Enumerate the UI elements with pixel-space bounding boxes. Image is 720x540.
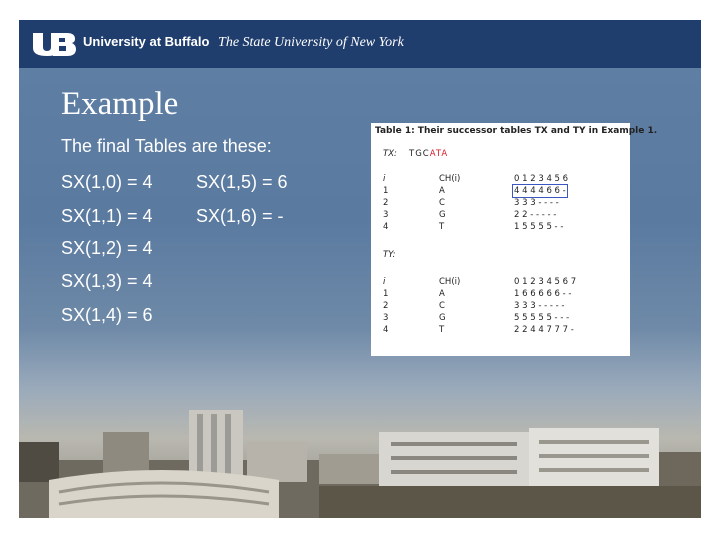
intro-text: The final Tables are these: [61, 136, 272, 156]
tx-row-index: 2 [383, 198, 389, 208]
table-caption: Table 1: Their successor tables TX and TY in Example 1. [375, 126, 658, 136]
sx-value: SX(1,6) = - [196, 206, 284, 226]
tx-row-char: A [439, 186, 445, 196]
ty-row-values: 5 5 5 5 5 - - - [514, 313, 570, 323]
sx-value: SX(1,2) = 4 [61, 238, 153, 258]
tx-row-values: 1 5 5 5 5 - - [514, 222, 564, 232]
ty-row-index: 2 [383, 301, 389, 311]
university-wordmark [83, 34, 404, 51]
tx-row-values: 2 2 - - - - - [514, 210, 557, 220]
ub-logo-icon [31, 31, 77, 57]
tx-row-values-highlighted: 4 4 4 4 6 6 - [514, 186, 566, 196]
ty-row-values: 3 3 3 - - - - - [514, 301, 565, 311]
tx-row-index: 1 [383, 186, 389, 196]
tx-row-char: G [439, 210, 446, 220]
ty-row-char: T [439, 325, 445, 335]
ty-row-values: 1 6 6 6 6 6 - - [514, 289, 572, 299]
successor-table-image [371, 123, 658, 356]
tx-row-index: 3 [383, 210, 389, 220]
tx-row-char: C [439, 198, 445, 208]
ty-row-values: 2 2 4 4 7 7 7 - [514, 325, 574, 335]
ty-row-char: G [439, 313, 446, 323]
tx-label: TX: [383, 149, 397, 159]
ty-col-ch: CH(i) [439, 277, 461, 287]
tx-col-i: i [383, 174, 386, 184]
header-bar [19, 20, 701, 68]
university-name: University at Buffalo [83, 34, 210, 49]
tx-sequence [409, 149, 448, 159]
sx-value: SX(1,3) = 4 [61, 271, 153, 291]
ty-label: TY: [383, 250, 396, 260]
slide [19, 20, 701, 518]
ty-row-index: 4 [383, 325, 389, 335]
slide-title: Example [61, 86, 179, 122]
ty-col-i: i [383, 277, 386, 287]
ty-row-char: C [439, 301, 445, 311]
tx-sequence-highlight: ATA [429, 149, 449, 159]
ty-row-char: A [439, 289, 445, 299]
ty-row-index: 1 [383, 289, 389, 299]
tx-col-header: 0 1 2 3 4 5 6 [514, 174, 569, 184]
tx-row-index: 4 [383, 222, 389, 232]
tx-col-ch: CH(i) [439, 174, 461, 184]
ty-col-header: 0 1 2 3 4 5 6 7 [514, 277, 577, 287]
campus-photo [19, 402, 701, 518]
tx-row-values: 3 3 3 - - - - [514, 198, 559, 208]
sx-value: SX(1,0) = 4 [61, 172, 153, 192]
sx-value: SX(1,1) = 4 [61, 206, 153, 226]
tx-sequence-prefix: TGC [409, 149, 430, 159]
sx-value: SX(1,5) = 6 [196, 172, 288, 192]
sx-value: SX(1,4) = 6 [61, 305, 153, 325]
university-tagline: The State University of New York [218, 35, 404, 50]
ty-row-index: 3 [383, 313, 389, 323]
tx-row-char: T [439, 222, 445, 232]
